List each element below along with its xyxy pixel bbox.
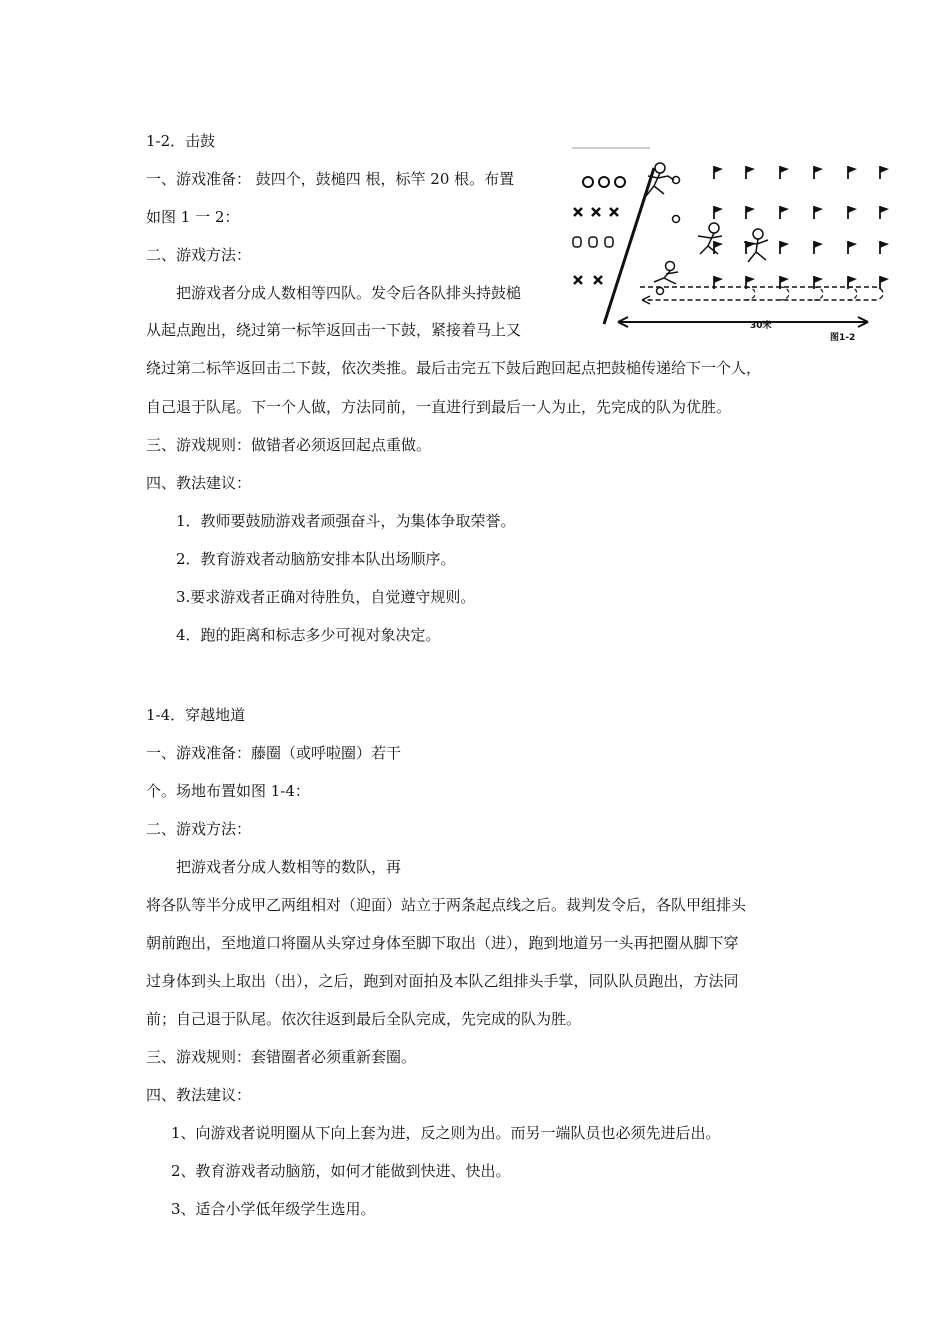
runner-icon: [646, 163, 768, 295]
drum-icon: [573, 237, 613, 247]
marker-flag-icon: [746, 166, 755, 179]
player-cross-icon: [574, 208, 618, 216]
marker-flag-icon: [814, 241, 823, 254]
section-1-method-line-3: 绕过第二标竿返回击二下鼓，依次类推。最后击完五下鼓后跑回起点把鼓槌传递给下一个人，: [146, 359, 762, 377]
run-loop: [746, 287, 857, 300]
marker-flag-icon: [780, 206, 789, 219]
section-1-advice-item: 2．教育游戏者动脑筋安排本队出场顺序。: [176, 550, 456, 568]
section-2-method-line-4: 过身体到头上取出（出），之后，跑到对面拍及本队乙组排头手掌，同队队员跑出，方法同: [146, 972, 739, 990]
section-1-advice-item: 4．跑的距离和标志多少可视对象决定。: [176, 626, 441, 644]
section-2-method-line-3: 朝前跑出，至地道口将圈从头穿过身体至脚下取出（进），跑到地道另一头再把圈从脚下穿: [146, 934, 739, 952]
section-2-prep-line-2: 个。场地布置如图 1-4：: [146, 782, 310, 800]
section-1-method-line-2: 从起点跑出，绕过第一标竿返回击一下鼓，紧接着马上又: [146, 321, 522, 339]
marker-flag-icon: [848, 241, 857, 254]
section-1-method-heading: 二、游戏方法：: [146, 246, 252, 264]
run-path: [640, 287, 883, 300]
marker-flag-icon: [814, 166, 823, 179]
section-2-method-heading: 二、游戏方法：: [146, 820, 252, 838]
section-1-advice-heading: 四、教法建议：: [146, 474, 252, 492]
marker-flag-icon: [880, 206, 889, 219]
section-1-method-line-4: 自己退于队尾。下一个人做，方法同前，一直进行到最后一人为止，先完成的队为优胜。: [146, 398, 732, 416]
flag-grid: [714, 166, 889, 289]
section-1-prep-line-1: 一、游戏准备： 鼓四个，鼓槌四 根，标竿 20 根。布置: [146, 170, 515, 188]
marker-flag-icon: [880, 166, 889, 179]
section-2-advice-heading: 四、教法建议：: [146, 1086, 252, 1104]
section-1-prep-line-2: 如图 1 一 2：: [146, 208, 240, 226]
marker-flag-icon: [780, 166, 789, 179]
section-2-prep-line-1: 一、游戏准备：藤圈（或呼啦圈）若干: [146, 744, 402, 762]
marker-flag-icon: [780, 241, 789, 254]
distance-label: 30米: [750, 321, 772, 331]
section-2-title: 1-4．穿越地道: [146, 706, 246, 724]
section-2-method-line-1: 把游戏者分成人数相等的数队，再: [176, 858, 402, 876]
section-2-advice-item: 3、适合小学低年级学生选用。: [171, 1200, 376, 1218]
section-2-rules: 三、游戏规则：套错圈者必须重新套圈。: [146, 1048, 417, 1066]
section-2-advice-item: 2、教育游戏者动脑筋，如何才能做到快进、快出。: [171, 1162, 511, 1180]
section-2-method-line-5: 前；自己退于队尾。依次往返到最后全队完成，先完成的队为胜。: [146, 1010, 582, 1028]
player-cross-icon: [574, 276, 602, 284]
section-1-rules: 三、游戏规则：做错者必须返回起点重做。: [146, 436, 432, 454]
section-2-method-line-2: 将各队等半分成甲乙两组相对（迎面）站立于两条起点线之后。裁判发令后，各队甲组排头: [146, 896, 747, 914]
marker-flag-icon: [746, 206, 755, 219]
section-1-title: 1-2．击鼓: [146, 132, 216, 150]
section-1-advice-item: 1．教师要鼓励游戏者顽强奋斗，为集体争取荣誉。: [176, 512, 516, 530]
figure-caption: 图1-2: [830, 333, 856, 343]
marker-flag-icon: [714, 166, 723, 179]
drum-icon: [583, 177, 625, 187]
section-2-advice-item: 1、向游戏者说明圈从下向上套为进，反之则为出。而另一端队员也必须先进后出。: [171, 1124, 721, 1142]
marker-flag-icon: [880, 241, 889, 254]
marker-flag-icon: [848, 166, 857, 179]
section-1-advice-item: 3.要求游戏者正确对待胜负，自觉遵守规则。: [176, 588, 476, 606]
marker-flag-icon: [880, 276, 889, 289]
section-1-method-line-1: 把游戏者分成人数相等四队。发令后各队排头持鼓槌: [176, 284, 522, 302]
field-layout-figure: [568, 146, 894, 346]
marker-flag-icon: [848, 206, 857, 219]
marker-flag-icon: [814, 206, 823, 219]
marker-flag-icon: [714, 206, 723, 219]
